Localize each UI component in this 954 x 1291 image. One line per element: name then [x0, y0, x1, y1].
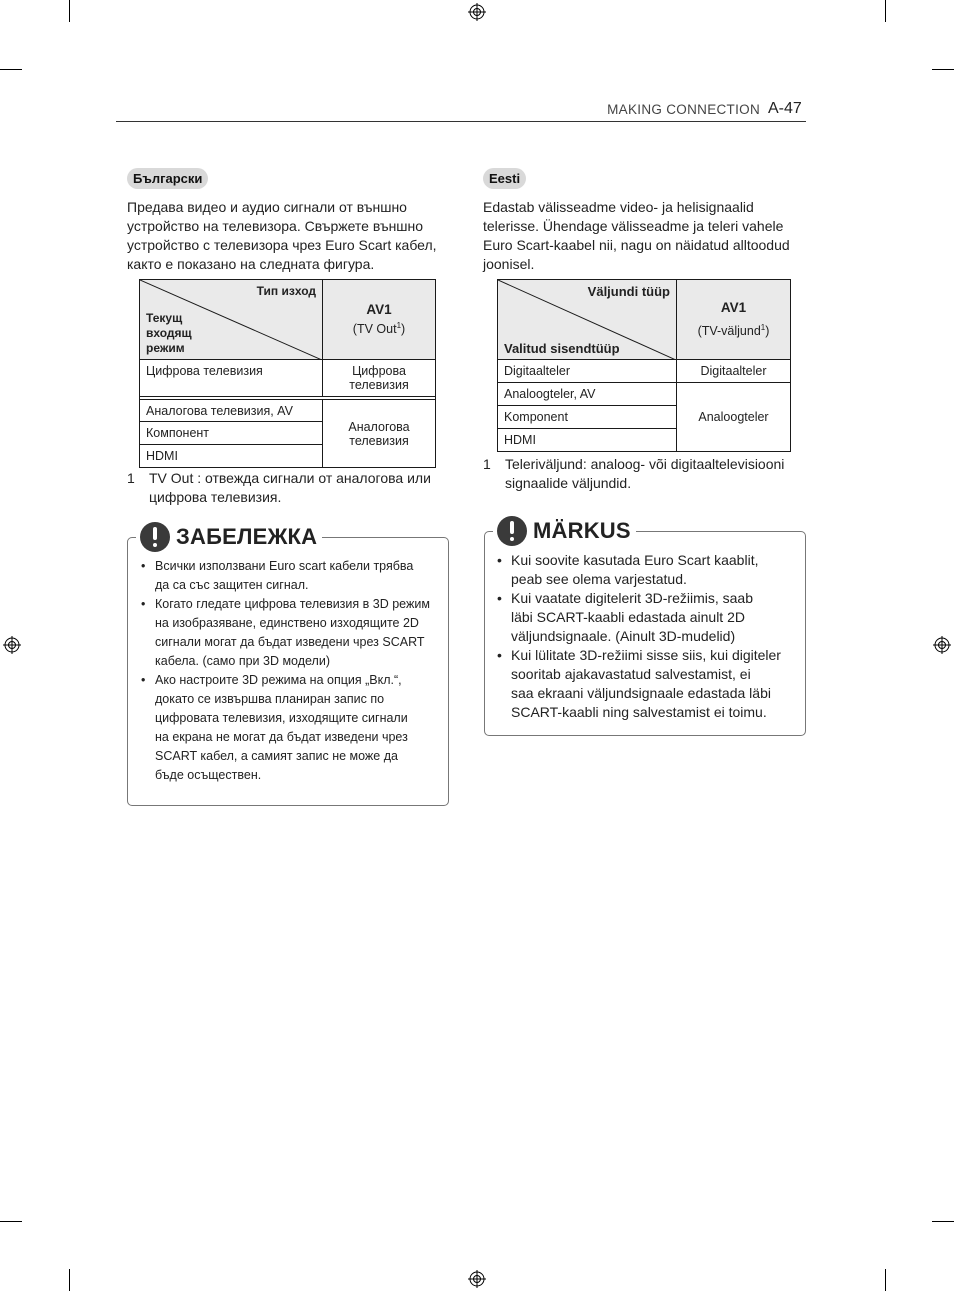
list-item: • Kui vaatate digitelerit 3D-režiimis, saab läbi SCART-kaabli edastada ainult 2D väljundsignaale. (Ainult 3D-mudelid) [497, 589, 802, 646]
output-cell: Аналогова телевизия [323, 400, 436, 468]
note-title-et: MÄRKUS [493, 513, 636, 549]
registration-mark-icon [933, 636, 951, 654]
header-divider [116, 121, 806, 122]
table-row: Цифрова телевизия [140, 360, 323, 397]
crop-mark [69, 0, 70, 22]
table-row: Komponent [498, 406, 677, 429]
crop-mark [932, 69, 954, 70]
section-title: MAKING CONNECTION [607, 102, 760, 117]
note-list-bg [141, 557, 446, 785]
page-number: A-47 [768, 100, 802, 117]
language-badge: Български [127, 168, 208, 189]
list-item: • Kui lülitate 3D-režiimi sisse siis, kui digiteler sooritab ajakavastatud salvestamist, ei saa ekraani väljundsignaale edastada läbi SCART-kaabli ning salvestamist ei toimu. [497, 646, 802, 722]
table-header-diagonal [498, 280, 677, 360]
table-row: Аналогова телевизия, AV [140, 400, 323, 422]
input-mode-label: Текущ входящ режим [146, 311, 192, 355]
output-cell: Digitaalteler [677, 360, 791, 383]
crop-mark [69, 1269, 70, 1291]
table-row: Analoogteler, AV [498, 383, 677, 406]
connection-table-bg [139, 279, 436, 468]
output-type-label: Тип изход [256, 284, 316, 298]
language-badge: Eesti [483, 168, 526, 189]
estonian-section [483, 168, 805, 274]
bulgarian-section [127, 168, 449, 274]
list-item: • Когато гледате цифрова телевизия в 3D режим на изобразяване, единствено изходящите 2D сигнали могат да бъдат изведени чрез SCART кабела. (само при 3D модели) [141, 595, 446, 671]
table-row: Digitaalteler [498, 360, 677, 383]
connection-table-et [497, 279, 791, 452]
footnote: 1 TV Out : отвежда сигнали от аналогова или цифрова телевизия. [127, 470, 431, 505]
note-title-bg: ЗАБЕЛЕЖКА [136, 519, 322, 555]
crop-mark [0, 1221, 22, 1222]
table-row: HDMI [498, 429, 677, 452]
output-cell: Analoogteler [677, 383, 791, 452]
table-header-diagonal [140, 280, 323, 360]
crop-mark [885, 0, 886, 22]
av1-header: AV1 (TV Out$^1$) [323, 280, 436, 360]
list-item: • Всички използвани Euro scart кабели трябва да са със защитен сигнал. [141, 557, 446, 595]
table-row: HDMI [140, 445, 323, 468]
output-type-label: Väljundi tüüp [587, 284, 670, 299]
warning-icon [497, 516, 527, 546]
footnote: 1 Teleriväljund: analoog- või digitaaltelevisiooni signaalide väljundid. [483, 456, 785, 491]
output-cell: Цифрова телевизия [323, 360, 436, 397]
intro-text: Edastab välisseadme video- ja helisignaalid telerisse. Ühendage välisseadme ja teleri vahele Euro Scart-kaabel nii, nagu on näidatud alltoodud joonisel. [483, 199, 790, 272]
note-list-et [497, 551, 802, 722]
table-row: Компонент [140, 422, 323, 445]
crop-mark [885, 1269, 886, 1291]
list-item: • Kui soovite kasutada Euro Scart kaablit, peab see olema varjestatud. [497, 551, 802, 589]
crop-mark [932, 1221, 954, 1222]
av1-header: AV1 (TV-väljund$^1$) [677, 280, 791, 360]
registration-mark-icon [3, 636, 21, 654]
warning-icon [140, 522, 170, 552]
intro-text: Предава видео и аудио сигнали от външно устройство на телевизора. Свържете външно устройство с телевизора чрез Euro Scart кабел, както е показано на следната фигура. [127, 199, 437, 272]
input-mode-label: Valitud sisendtüüp [504, 341, 620, 356]
list-item: • Ако настроите 3D режима на опция „Вкл.“, докато се извършва планиран запис по цифровата телевизия, изходящите сигнали на екрана не могат да бъдат изведени чрез SCART кабел, а самият запис не може да бъде осъществен. [141, 671, 446, 785]
registration-mark-icon [468, 1270, 486, 1288]
crop-mark [0, 69, 22, 70]
registration-mark-icon [468, 3, 486, 21]
